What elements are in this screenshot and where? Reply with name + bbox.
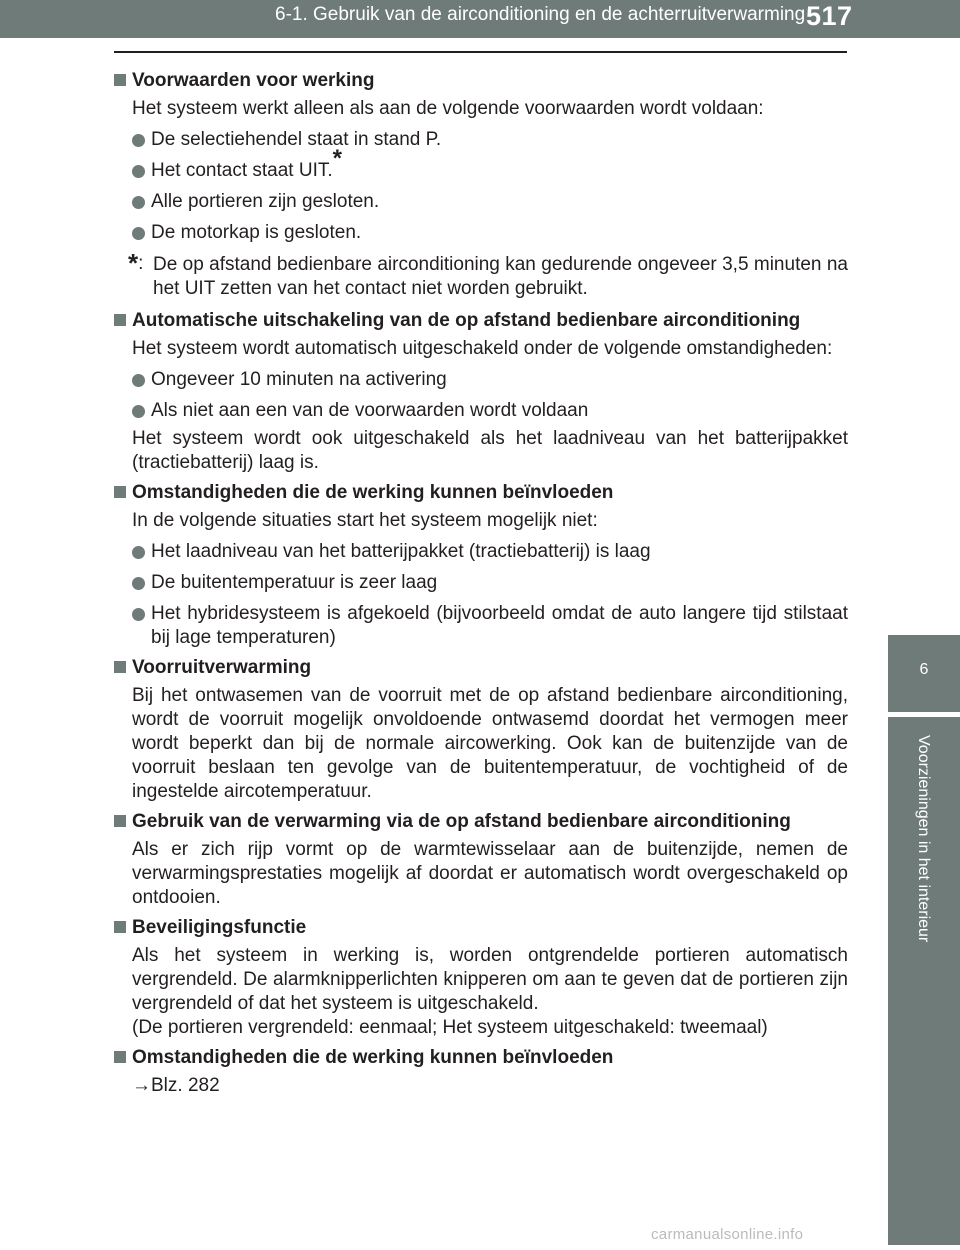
round-bullet-icon xyxy=(132,134,145,147)
round-bullet-icon xyxy=(132,165,145,178)
paragraph: Het systeem wordt automatisch uitgeschakeld onder de volgende omstandigheden: xyxy=(132,338,833,359)
section-heading: Beveiligingsfunctie xyxy=(111,916,848,940)
header-bar xyxy=(0,0,960,38)
chapter-title: 6-1. Gebruik van de airconditioning en de achterruitverwarming xyxy=(275,4,806,25)
list-item: Het contact staat UIT.* xyxy=(111,159,848,183)
paragraph: Als er zich rijp vormt op de warmtewisselaar aan de buitenzijde, nemen de verwarmingsprestaties mogelijk af doordat er automatisch wordt overgeschakeld op ontdooien. xyxy=(132,839,848,908)
side-section-label: Voorzieningen in het interieur xyxy=(915,735,932,943)
footnote-reference: * xyxy=(332,145,342,172)
square-bullet-icon xyxy=(114,661,126,673)
paragraph: Het systeem werkt alleen als aan de volgende voorwaarden wordt voldaan: xyxy=(132,98,764,119)
round-bullet-icon xyxy=(132,546,145,559)
page-number: 517 xyxy=(806,1,853,31)
round-bullet-icon xyxy=(132,227,145,240)
list-item: Alle portieren zijn gesloten. xyxy=(111,190,848,214)
square-bullet-icon xyxy=(114,74,126,86)
square-bullet-icon xyxy=(114,486,126,498)
header-rule xyxy=(114,51,847,53)
round-bullet-icon xyxy=(132,196,145,209)
square-bullet-icon xyxy=(114,921,126,933)
paragraph: Bij het ontwasemen van de voorruit met de op afstand bedienbare airconditioning, wordt de voorruit mogelijk onvoldoende ontwasemd doordat het vermogen meer wordt beperkt dan bij de normale aircowerking. Ook kan de buitenzijde van de voorruit beslaan ten gevolge van de buitentemperatuur, de vochtigheid of de ingestelde aircotemperatuur. xyxy=(132,685,848,802)
page-reference: →Blz. 282 xyxy=(132,1075,220,1096)
paragraph: Het systeem wordt ook uitgeschakeld als het laadniveau van het batterijpakket (tractiebatterij) laag is. xyxy=(132,428,848,473)
round-bullet-icon xyxy=(132,405,145,418)
list-item: De selectiehendel staat in stand P. xyxy=(111,128,848,152)
footnote-marker: *: xyxy=(128,248,144,278)
section-heading: Omstandigheden die de werking kunnen beïnvloeden xyxy=(111,481,848,505)
side-chapter-number: 6 xyxy=(919,661,929,678)
list-item: De buitentemperatuur is zeer laag xyxy=(111,571,848,595)
list-item: Het laadniveau van het batterijpakket (tractiebatterij) is laag xyxy=(111,540,848,564)
section-heading: Automatische uitschakeling van de op afstand bedienbare airconditioning xyxy=(111,309,848,333)
section-heading: Voorruitverwarming xyxy=(111,656,848,680)
footnote: *: De op afstand bedienbare airconditioning kan gedurende ongeveer 3,5 minuten na het UIT zetten van het contact niet worden gebruikt. xyxy=(128,248,848,299)
square-bullet-icon xyxy=(114,1051,126,1063)
side-chapter-number-tab xyxy=(888,635,960,712)
paragraph-note: (De portieren vergrendeld: eenmaal; Het systeem uitgeschakeld: tweemaal) xyxy=(132,1017,768,1038)
round-bullet-icon xyxy=(132,374,145,387)
round-bullet-icon xyxy=(132,577,145,590)
square-bullet-icon xyxy=(114,815,126,827)
section-heading: Voorwaarden voor werking xyxy=(111,69,848,93)
side-section-tab xyxy=(888,717,960,1245)
watermark: carmanualsonline.info xyxy=(651,1226,804,1243)
section-heading: Omstandigheden die de werking kunnen beïnvloeden xyxy=(111,1046,848,1070)
list-item: De motorkap is gesloten. xyxy=(111,221,848,245)
paragraph: In de volgende situaties start het systeem mogelijk niet: xyxy=(132,510,598,531)
list-item: Ongeveer 10 minuten na activering xyxy=(111,368,848,392)
round-bullet-icon xyxy=(132,608,145,621)
page-content xyxy=(111,63,848,1098)
section-heading: Gebruik van de verwarming via de op afstand bedienbare airconditioning xyxy=(111,810,848,834)
list-item: Het hybridesysteem is afgekoeld (bijvoorbeeld omdat de auto langere tijd stilstaat bij lage temperaturen) xyxy=(111,602,848,650)
paragraph: Als het systeem in werking is, worden ontgrendelde portieren automatisch vergrendeld. De alarmknipperlichten knipperen om aan te geven dat de portieren zijn vergrendeld of dat het systeem is uitgeschakeld. xyxy=(132,945,848,1014)
square-bullet-icon xyxy=(114,314,126,326)
list-item: Als niet aan een van de voorwaarden wordt voldaan xyxy=(111,399,848,423)
